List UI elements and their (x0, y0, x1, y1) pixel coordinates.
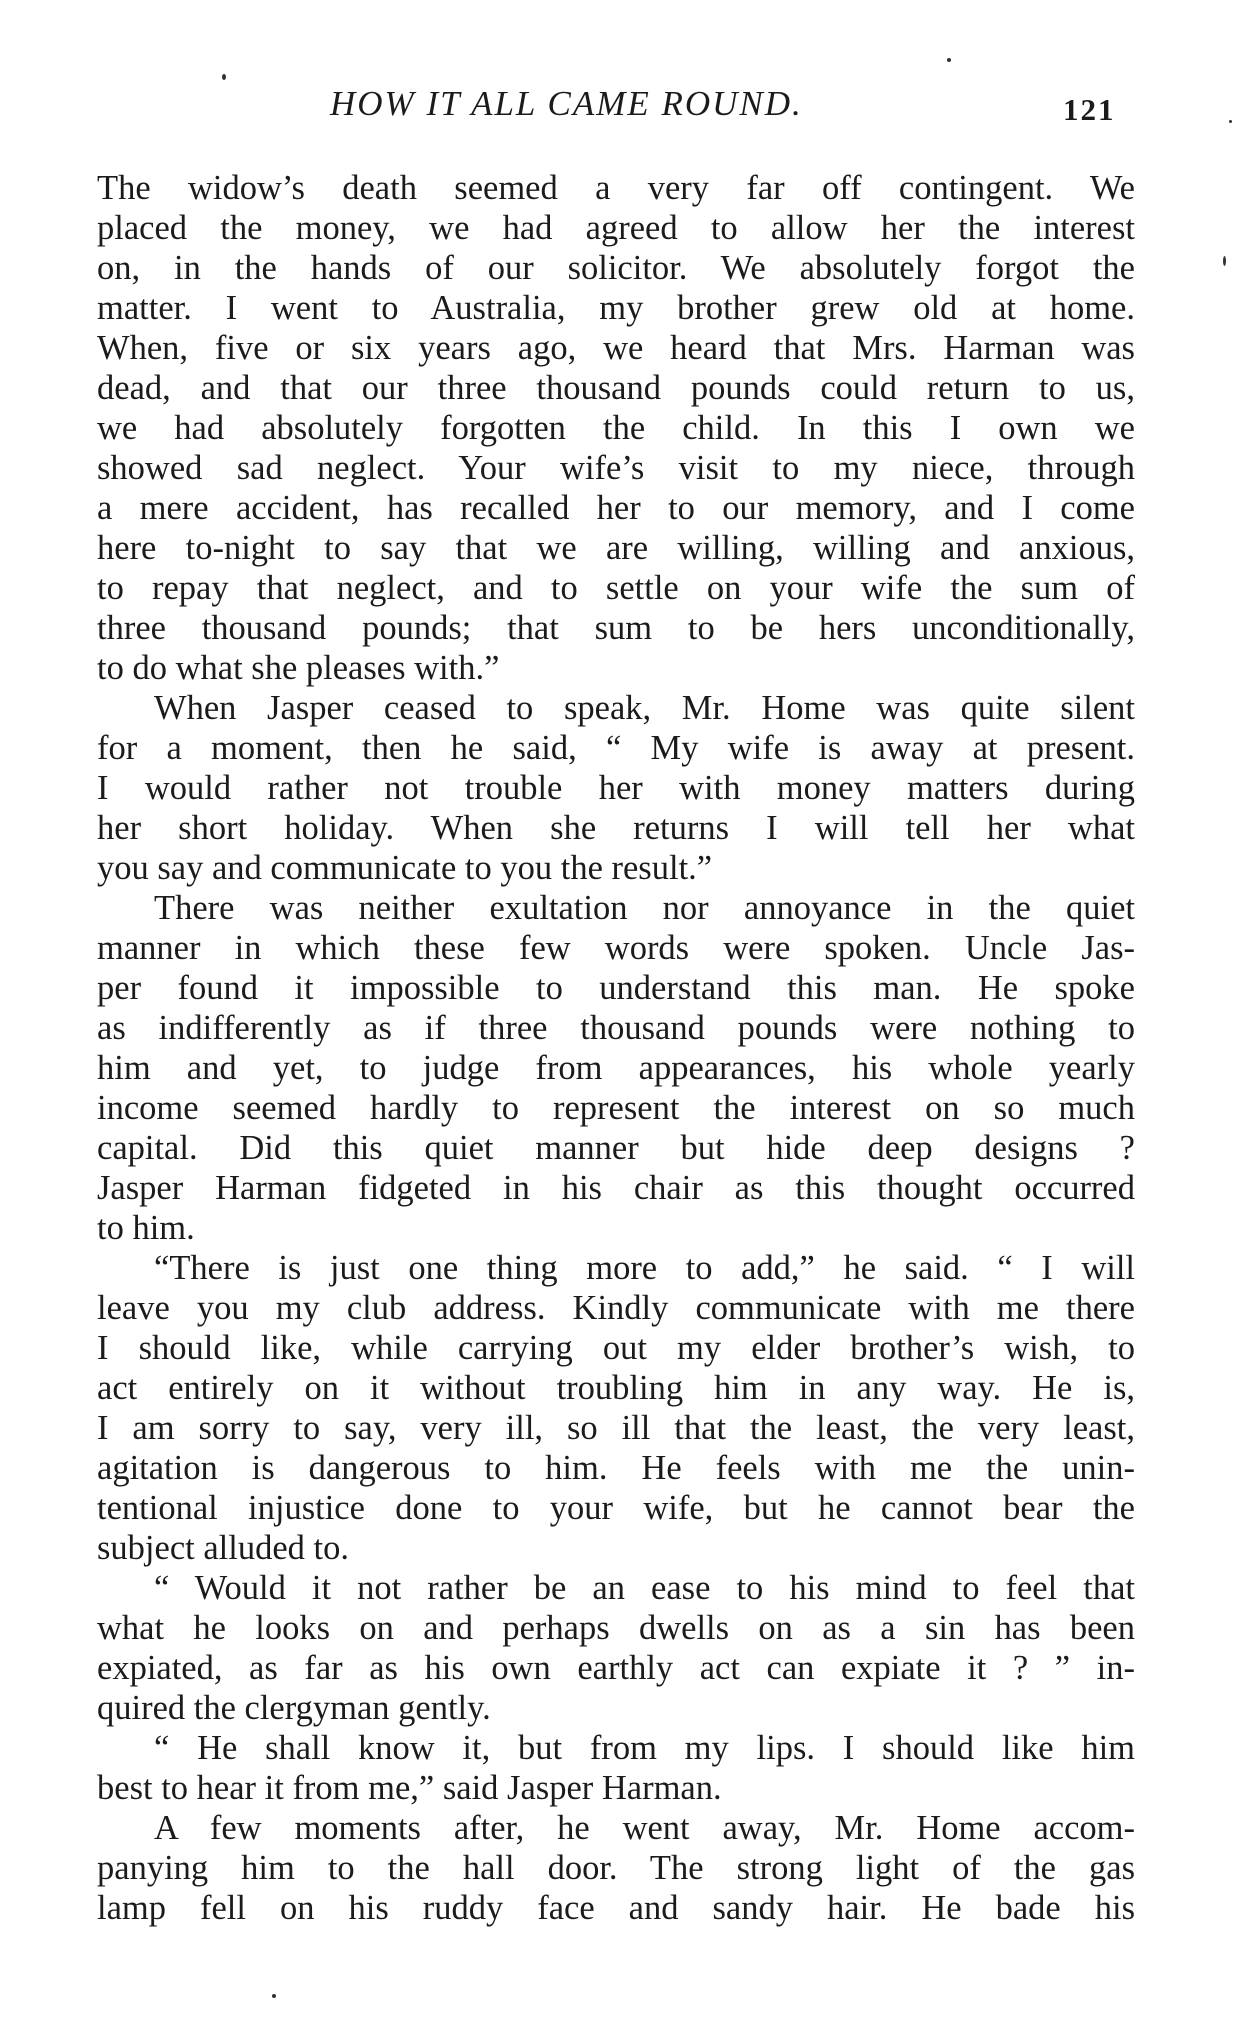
text-line: what he looks on and perhaps dwells on as a sin has been (97, 1609, 1135, 1647)
text-line: as indifferently as if three thousand pounds were nothing to (97, 1009, 1135, 1047)
text-line: “ He shall know it, but from my lips. I should like him (154, 1729, 1135, 1767)
print-speck (222, 74, 226, 80)
text-line: I am sorry to say, very ill, so ill that the least, the very least, (97, 1409, 1135, 1447)
text-line: showed sad neglect. Your wife’s visit to my niece, through (97, 449, 1135, 487)
text-line: “There is just one thing more to add,” he said. “ I will (154, 1249, 1135, 1287)
text-line: Jasper Harman fidgeted in his chair as this thought occurred (97, 1169, 1135, 1207)
text-line: dead, and that our three thousand pounds could return to us, (97, 369, 1135, 407)
text-line: on, in the hands of our solicitor. We absolutely forgot the (97, 249, 1135, 287)
text-line: her short holiday. When she returns I will tell her what (97, 809, 1135, 847)
text-line: income seemed hardly to represent the interest on so much (97, 1089, 1135, 1127)
text-line: I should like, while carrying out my elder brother’s wish, to (97, 1329, 1135, 1367)
text-line: him and yet, to judge from appearances, his whole yearly (97, 1049, 1135, 1087)
text-line: per found it impossible to understand this man. He spoke (97, 969, 1135, 1007)
text-line: placed the money, we had agreed to allow her the interest (97, 209, 1135, 247)
text-line: tentional injustice done to your wife, but he cannot bear the (97, 1489, 1135, 1527)
text-line: I would rather not trouble her with money matters during (97, 769, 1135, 807)
text-line: The widow’s death seemed a very far off contingent. We (97, 169, 1135, 207)
text-line: expiated, as far as his own earthly act can expiate it ? ” in- (97, 1649, 1135, 1687)
print-speck (1223, 256, 1226, 266)
print-speck (947, 58, 951, 62)
text-line: There was neither exultation nor annoyance in the quiet (154, 889, 1135, 927)
text-line: for a moment, then he said, “ My wife is away at present. (97, 729, 1135, 767)
text-line: capital. Did this quiet manner but hide deep designs ? (97, 1129, 1135, 1167)
page-number: 121 (1063, 92, 1116, 127)
text-line: matter. I went to Australia, my brother grew old at home. (97, 289, 1135, 327)
text-line: panying him to the hall door. The strong light of the gas (97, 1849, 1135, 1887)
text-line: best to hear it from me,” said Jasper Harman. (97, 1769, 722, 1807)
text-line: “ Would it not rather be an ease to his mind to feel that (154, 1569, 1135, 1607)
text-line: here to-night to say that we are willing, willing and anxious, (97, 529, 1135, 567)
text-line: act entirely on it without troubling him in any way. He is, (97, 1369, 1135, 1407)
print-speck (272, 1994, 276, 1998)
text-line: agitation is dangerous to him. He feels with me the unin- (97, 1449, 1135, 1487)
running-head-title: HOW IT ALL CAME ROUND. (330, 84, 803, 123)
text-line: to him. (97, 1209, 195, 1247)
text-line: manner in which these few words were spoken. Uncle Jas- (97, 929, 1135, 967)
text-line: A few moments after, he went away, Mr. Home accom- (154, 1809, 1135, 1847)
text-line: lamp fell on his ruddy face and sandy hair. He bade his (97, 1889, 1135, 1927)
print-speck (1229, 120, 1232, 123)
text-line: subject alluded to. (97, 1529, 349, 1567)
text-line: quired the clergyman gently. (97, 1689, 491, 1727)
text-line: we had absolutely forgotten the child. In this I own we (97, 409, 1135, 447)
text-line: When Jasper ceased to speak, Mr. Home was quite silent (154, 689, 1135, 727)
text-line: When, five or six years ago, we heard that Mrs. Harman was (97, 329, 1135, 367)
text-line: to do what she pleases with.” (97, 649, 500, 687)
text-line: leave you my club address. Kindly communicate with me there (97, 1289, 1135, 1327)
body-text (97, 168, 1135, 1928)
text-line: three thousand pounds; that sum to be hers unconditionally, (97, 609, 1135, 647)
text-line: a mere accident, has recalled her to our memory, and I come (97, 489, 1135, 527)
text-line: to repay that neglect, and to settle on your wife the sum of (97, 569, 1135, 607)
text-line: you say and communicate to you the result.” (97, 849, 713, 887)
